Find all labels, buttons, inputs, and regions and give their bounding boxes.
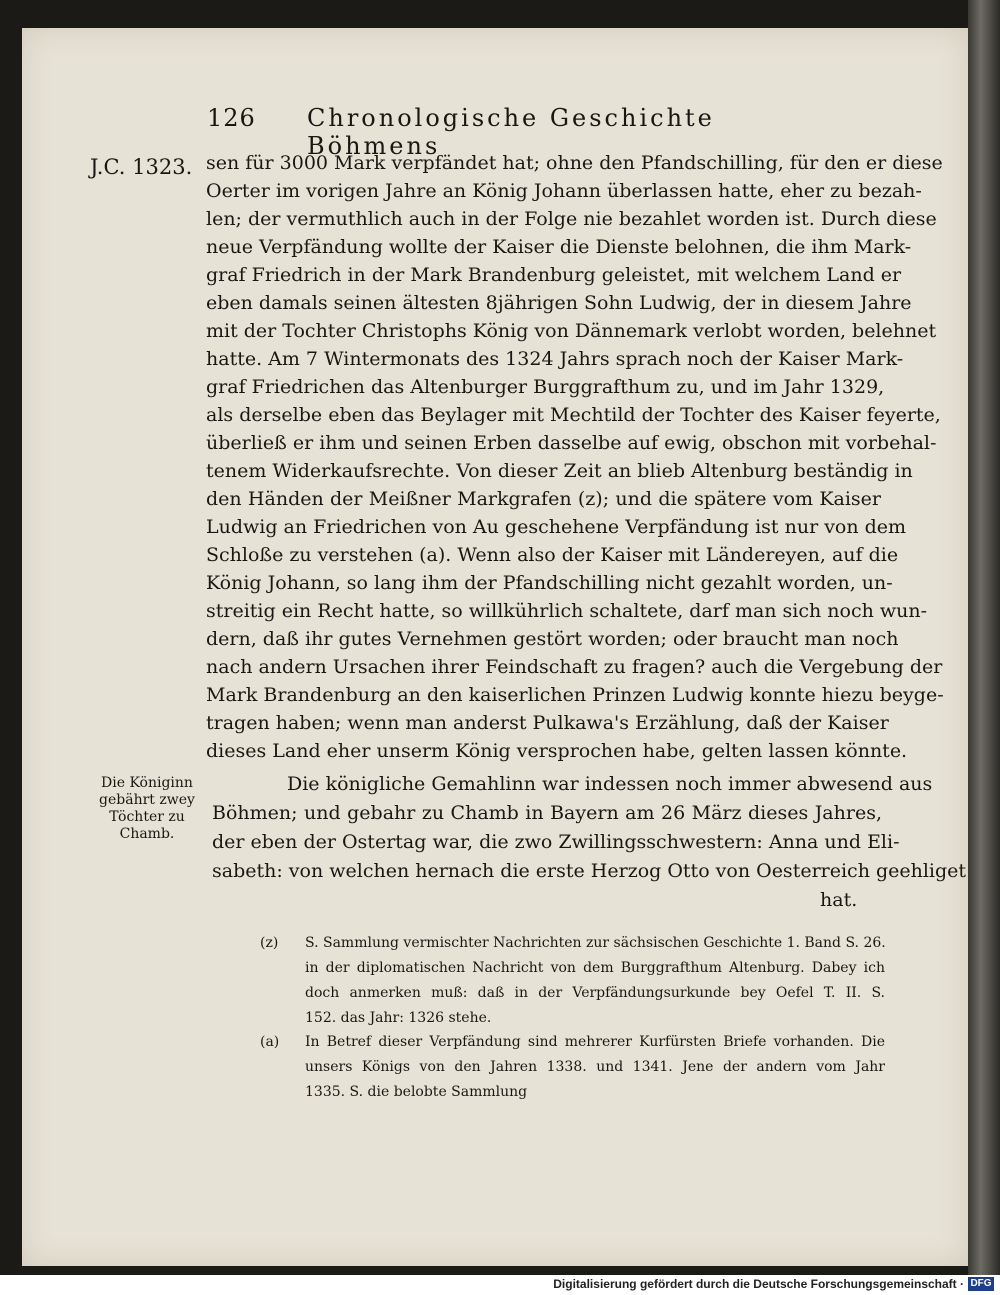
text-line: Böhmen; und gebahr zu Chamb in Bayern am 26 März dieses Jahres, xyxy=(212,802,882,824)
margin-year: J.C. 1323. xyxy=(90,155,193,179)
book-edge xyxy=(968,0,1000,1275)
text-line: dieses Land eher unserm König versprochen habe, gelten lassen könnte. xyxy=(206,740,908,762)
text-line: hatte. Am 7 Wintermonats des 1324 Jahrs sprach noch der Kaiser Mark- xyxy=(206,348,904,370)
footer-bar xyxy=(0,1275,1000,1295)
text-line: überließ er ihm und seinen Erben dasselbe auf ewig, obschon mit vorbehal- xyxy=(206,432,937,454)
side-note-line: Töchter zu xyxy=(109,809,185,825)
text-line: eben damals seinen ältesten 8jährigen Sohn Ludwig, der in diesem Jahre xyxy=(206,292,912,314)
text-line: nach andern Ursachen ihrer Feindschaft zu fragen? auch die Vergebung der xyxy=(206,656,943,678)
page-title: Chronologische Geschichte Böhmens xyxy=(307,104,715,160)
text-line: hat. xyxy=(820,889,858,911)
text-line: König Johann, so lang ihm der Pfandschilling nicht gezahlt worden, un- xyxy=(206,572,893,594)
side-note-line: Die Königinn xyxy=(101,775,193,791)
footnote-line: In Betref dieser Verpfändung sind mehrerer Kurfürsten Briefe vorhanden. Die xyxy=(305,1034,885,1050)
footnote-mark: (a) xyxy=(260,1034,280,1050)
text-line: als derselbe eben das Beylager mit Mechtild der Tochter des Kaiser feyerte, xyxy=(206,404,941,426)
page-number: 126 xyxy=(207,104,256,132)
text-line: Mark Brandenburg an den kaiserlichen Prinzen Ludwig konnte hiezu beyge- xyxy=(206,684,944,706)
text-line: Die königliche Gemahlinn war indessen noch immer abwesend aus xyxy=(287,773,933,795)
text-line: streitig ein Recht hatte, so willkührlich schaltete, darf man sich noch wun- xyxy=(206,600,928,622)
footnote-line: 1335. S. die belobte Sammlung xyxy=(305,1084,528,1100)
text-line: den Händen der Meißner Markgrafen (z); und die spätere vom Kaiser xyxy=(206,488,881,510)
footnote-line: in der diplomatischen Nachricht von dem Burggrafthum Altenburg. Dabey ich xyxy=(305,960,885,976)
footnote-line: doch anmerken muß: daß in der Verpfändungsurkunde bey Oefel T. II. S. xyxy=(305,985,885,1001)
text-line: graf Friedrich in der Mark Brandenburg geleistet, mit welchem Land er xyxy=(206,264,902,286)
text-line: graf Friedrichen das Altenburger Burggrafthum zu, und im Jahr 1329, xyxy=(206,376,885,398)
text-line: sen für 3000 Mark verpfändet hat; ohne den Pfandschilling, für den er diese xyxy=(206,152,943,174)
footer-credit: Digitalisierung gefördert durch die Deutsche Forschungsgemeinschaft · xyxy=(553,1277,964,1291)
text-line: tenem Widerkaufsrechte. Von dieser Zeit an blieb Altenburg beständig in xyxy=(206,460,913,482)
footnote-line: 152. das Jahr: 1326 stehe. xyxy=(305,1010,492,1026)
dfg-logo: DFG xyxy=(968,1277,994,1291)
side-note-line: Chamb. xyxy=(119,826,175,842)
text-line: Schloße zu verstehen (a). Wenn also der Kaiser mit Ländereyen, auf die xyxy=(206,544,899,566)
text-line: dern, daß ihr gutes Vernehmen gestört worden; oder braucht man noch xyxy=(206,628,899,650)
running-head xyxy=(207,104,797,160)
text-line: Ludwig an Friedrichen von Au geschehene Verpfändung ist nur von dem xyxy=(206,516,907,538)
text-line: der eben der Ostertag war, die zwo Zwillingsschwestern: Anna und Eli- xyxy=(212,831,900,853)
text-line: tragen haben; wenn man anderst Pulkawa's Erzählung, daß der Kaiser xyxy=(206,712,889,734)
footnote-mark: (z) xyxy=(260,935,279,951)
text-line: mit der Tochter Christophs König von Dännemark verlobt worden, belehnet xyxy=(206,320,937,342)
text-line: neue Verpfändung wollte der Kaiser die Dienste belohnen, die ihm Mark- xyxy=(206,236,912,258)
footnote-line: S. Sammlung vermischter Nachrichten zur sächsischen Geschichte 1. Band S. 26. xyxy=(305,935,886,951)
text-line: sabeth: von welchen hernach die erste Herzog Otto von Oesterreich geehliget xyxy=(212,860,967,882)
side-note-line: gebährt zwey xyxy=(99,792,195,808)
text-line: Oerter im vorigen Jahre an König Johann überlassen hatte, eher zu bezah- xyxy=(206,180,922,202)
margin-side-note xyxy=(82,775,212,843)
footnote-line: unsers Königs von den Jahren 1338. und 1341. Jene der andern vom Jahr xyxy=(305,1059,885,1075)
text-line: len; der vermuthlich auch in der Folge nie bezahlet worden ist. Durch diese xyxy=(206,208,937,230)
